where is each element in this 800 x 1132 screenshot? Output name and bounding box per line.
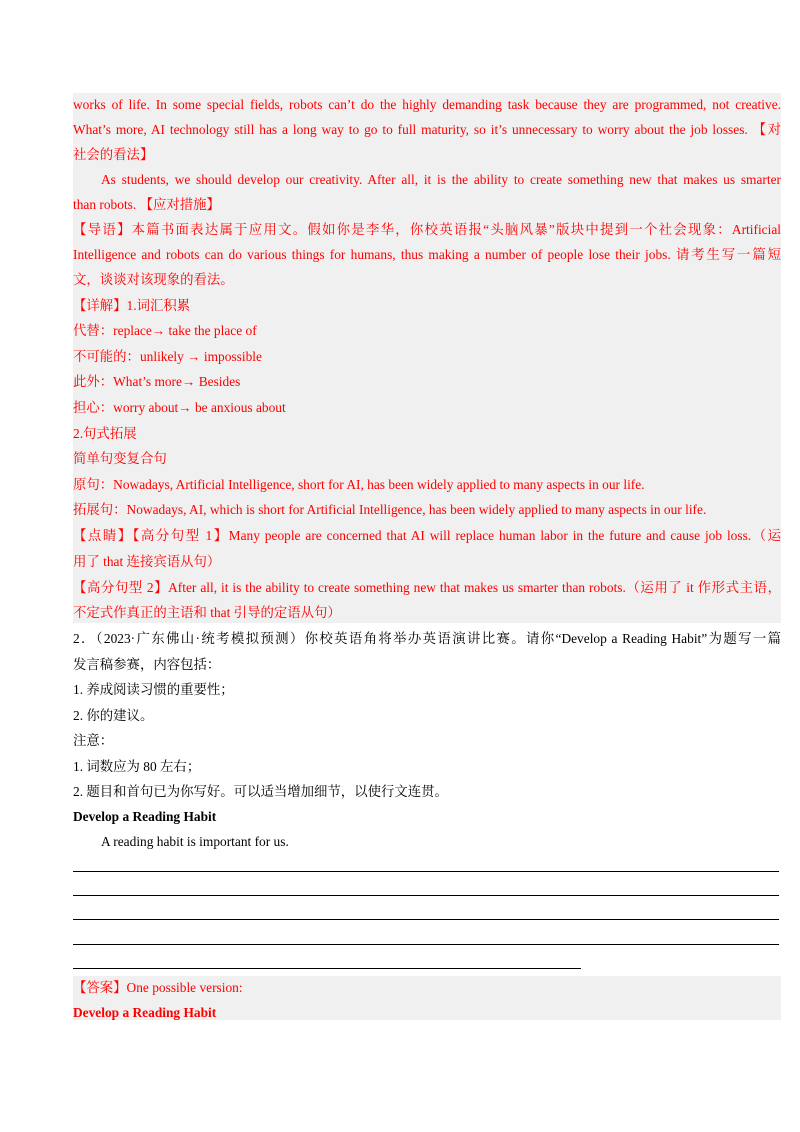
answer-line: than robots. 【应对措施】: [73, 197, 220, 212]
writing-line: [73, 919, 779, 920]
answer-line: 社会的看法】: [73, 147, 154, 162]
answer-label: 【答案】One possible version:: [73, 980, 243, 995]
question-2-point-2: 2. 你的建议。: [73, 708, 154, 723]
answer-line: 不定式作真正的主语和 that 引导的定语从句）: [73, 605, 341, 620]
question-2-prompt-cont: 发言稿参赛，内容包括：: [73, 657, 221, 672]
answer-line: 文，谈谈对该现象的看法。: [73, 272, 234, 287]
answer-line: 代替：replace→ take the place of: [73, 323, 257, 338]
answer-line: 【详解】1.词汇积累: [73, 298, 191, 313]
question-2-note-label: 注意：: [73, 733, 114, 748]
answer-line: 拓展句：Nowadays, AI, which is short for Artificial Intelligence, has been widely applied to many aspects in our life.: [73, 502, 707, 517]
answer-line: 原句：Nowadays, Artificial Intelligence, short for AI, has been widely applied to many aspects in our life.: [73, 477, 645, 492]
essay-title: Develop a Reading Habit: [73, 809, 217, 824]
question-2-note-2: 2. 题目和首句已为你写好。可以适当增加细节，以使行文连贯。: [73, 784, 448, 799]
answer-line: 担心：worry about→ be anxious about: [73, 400, 286, 415]
answer-line: 简单句变复合句: [73, 451, 167, 466]
answer-line: 【高分句型 2】After all, it is the ability to create something new that makes us smarter than robots.（运用了 it 作形式主语，: [73, 580, 781, 595]
answer-line: 此外：What’s more→ Besides: [73, 374, 241, 389]
answer-line: Intelligence and robots can do various things for humans, thus making a number of people lose their jobs. 请考生写一篇短: [73, 247, 781, 262]
answer-title: Develop a Reading Habit: [73, 1005, 217, 1020]
answer-line: 不可能的：unlikely → impossible: [73, 349, 262, 364]
answer-line: 2.句式拓展: [73, 426, 137, 441]
answer-line: 【导语】本篇书面表达属于应用文。假如你是李华，你校英语报“头脑风暴”版块中提到一个社会现象：Artificial: [73, 222, 781, 237]
question-2-prompt: 2．（2023·广东佛山·统考模拟预测）你校英语角将举办英语演讲比赛。请你“Develop a Reading Habit”为题写一篇: [73, 631, 781, 646]
answer-line: 用了 that 连接宾语从句）: [73, 554, 221, 569]
writing-line: [73, 871, 779, 872]
writing-line: [73, 895, 779, 896]
answer-line: works of life. In some special fields, robots can’t do the highly demanding task because they are programmed, not creative.: [73, 97, 781, 112]
answer-line: What’s more, AI technology still has a long way to go to full maturity, so it’s unnecessary to worry about the job losses. 【对: [73, 122, 781, 137]
writing-line: [73, 944, 779, 945]
writing-line: [73, 968, 581, 969]
question-2-note-1: 1. 词数应为 80 左右；: [73, 759, 201, 774]
essay-first-sentence: A reading habit is important for us.: [101, 834, 289, 849]
question-2-point-1: 1. 养成阅读习惯的重要性；: [73, 682, 234, 697]
answer-line: 【点睛】【高分句型 1】Many people are concerned that AI will replace human labor in the future and cause job loss.（运: [73, 528, 781, 543]
answer-line: As students, we should develop our creativity. After all, it is the ability to create something new that makes us smarter: [101, 172, 781, 187]
